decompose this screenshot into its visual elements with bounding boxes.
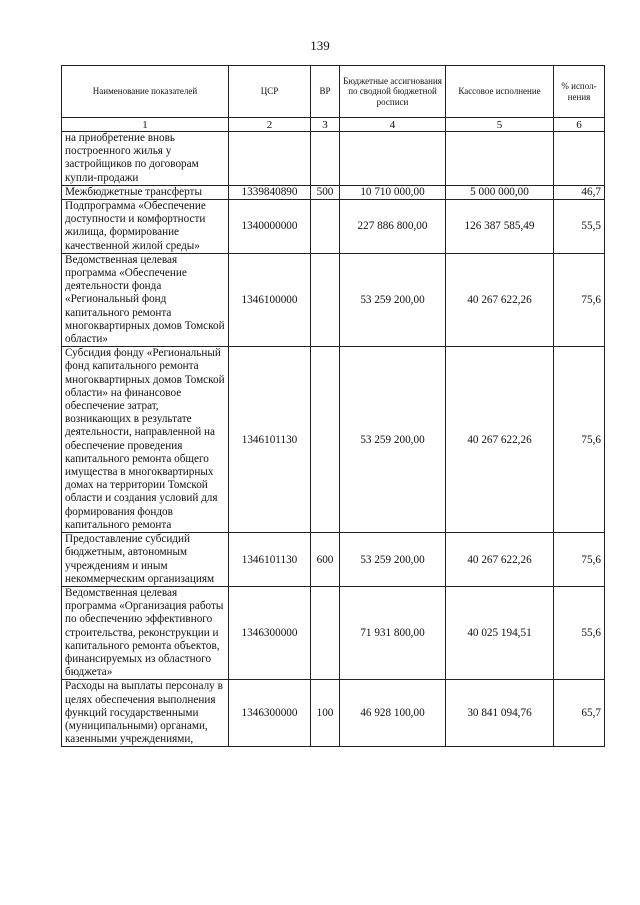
row-percent: 75,6: [554, 347, 605, 533]
row-name: Подпрограмма «Обеспечение доступности и комфортности жилища, формирование качественной жилой среды»: [62, 200, 229, 254]
row-vr: 100: [311, 680, 340, 747]
column-number: 3: [311, 118, 340, 132]
page-number: 139: [310, 38, 330, 53]
row-name: Предоставление субсидий бюджетным, автономным учреждениям и иным некоммерческим организациям: [62, 533, 229, 587]
row-executed: 30 841 094,76: [446, 680, 554, 747]
row-allocated: [340, 132, 446, 186]
row-name: Субсидия фонду «Региональный фонд капитального ремонта многоквартирных домов Томской области» на финансовое обеспечение затрат, возникающих в результате деятельности, направленной на обеспечение проведения капитального ремонта общего имущества в многоквартирных домах на территории Томской области и создания условий для формирования фондов капитального ремонта: [62, 347, 229, 533]
row-name: Расходы на выплаты персоналу в целях обеспечения выполнения функций государственными (муниципальными) органами, казенными учреждениями,: [62, 680, 229, 747]
row-allocated: 71 931 800,00: [340, 586, 446, 679]
row-executed: [446, 132, 554, 186]
row-allocated: 46 928 100,00: [340, 680, 446, 747]
table-row: [62, 347, 605, 533]
row-name: на приобретение вновь построенного жилья у застройщиков по договорам купли-продажи: [62, 132, 229, 186]
table-row: [62, 680, 605, 747]
header-percent: % испол- нения: [554, 66, 605, 118]
row-csr: 1340000000: [229, 200, 311, 254]
row-allocated: 10 710 000,00: [340, 185, 446, 199]
header-allocated: Бюджетные ассигнования по сводной бюджетной росписи: [340, 66, 446, 118]
row-csr: 1346300000: [229, 586, 311, 679]
header-name: Наименование показателей: [62, 66, 229, 118]
header-csr: ЦСР: [229, 66, 311, 118]
table-row: [62, 185, 605, 199]
row-csr: 1346101130: [229, 533, 311, 587]
row-allocated: 53 259 200,00: [340, 533, 446, 587]
row-percent: 75,6: [554, 533, 605, 587]
row-csr: 1339840890: [229, 185, 311, 199]
row-vr: [311, 200, 340, 254]
row-percent: 75,6: [554, 253, 605, 346]
row-executed: 126 387 585,49: [446, 200, 554, 254]
table-row: [62, 132, 605, 186]
row-executed: 5 000 000,00: [446, 185, 554, 199]
row-percent: 65,7: [554, 680, 605, 747]
row-name: Ведомственная целевая программа «Обеспечение деятельности фонда «Региональный фонд капитального ремонта многоквартирных домов Томской области»: [62, 253, 229, 346]
row-vr: [311, 132, 340, 186]
row-executed: 40 267 622,26: [446, 253, 554, 346]
row-percent: 46,7: [554, 185, 605, 199]
table-row: [62, 586, 605, 679]
row-vr: 600: [311, 533, 340, 587]
row-name: Межбюджетные трансферты: [62, 185, 229, 199]
row-percent: 55,6: [554, 586, 605, 679]
row-csr: [229, 132, 311, 186]
row-vr: [311, 253, 340, 346]
header-vr: ВР: [311, 66, 340, 118]
row-executed: 40 267 622,26: [446, 347, 554, 533]
row-executed: 40 267 622,26: [446, 533, 554, 587]
row-csr: 1346100000: [229, 253, 311, 346]
row-csr: 1346300000: [229, 680, 311, 747]
row-allocated: 227 886 800,00: [340, 200, 446, 254]
row-name: Ведомственная целевая программа «Организация работы по обеспечению эффективного строительства, реконструкции и капитального ремонта объектов, финансируемых из областного бюджета»: [62, 586, 229, 679]
header-row: [62, 66, 605, 118]
row-vr: [311, 586, 340, 679]
row-allocated: 53 259 200,00: [340, 347, 446, 533]
row-executed: 40 025 194,51: [446, 586, 554, 679]
table-row: [62, 533, 605, 587]
row-vr: [311, 347, 340, 533]
column-number-row: [62, 118, 605, 132]
table-row: [62, 253, 605, 346]
row-percent: 55,5: [554, 200, 605, 254]
row-vr: 500: [311, 185, 340, 199]
column-number: 4: [340, 118, 446, 132]
budget-table: [61, 65, 605, 747]
column-number: 1: [62, 118, 229, 132]
row-csr: 1346101130: [229, 347, 311, 533]
column-number: 2: [229, 118, 311, 132]
column-number: 5: [446, 118, 554, 132]
table-row: [62, 200, 605, 254]
row-percent: [554, 132, 605, 186]
row-allocated: 53 259 200,00: [340, 253, 446, 346]
header-executed: Кассовое исполнение: [446, 66, 554, 118]
column-number: 6: [554, 118, 605, 132]
